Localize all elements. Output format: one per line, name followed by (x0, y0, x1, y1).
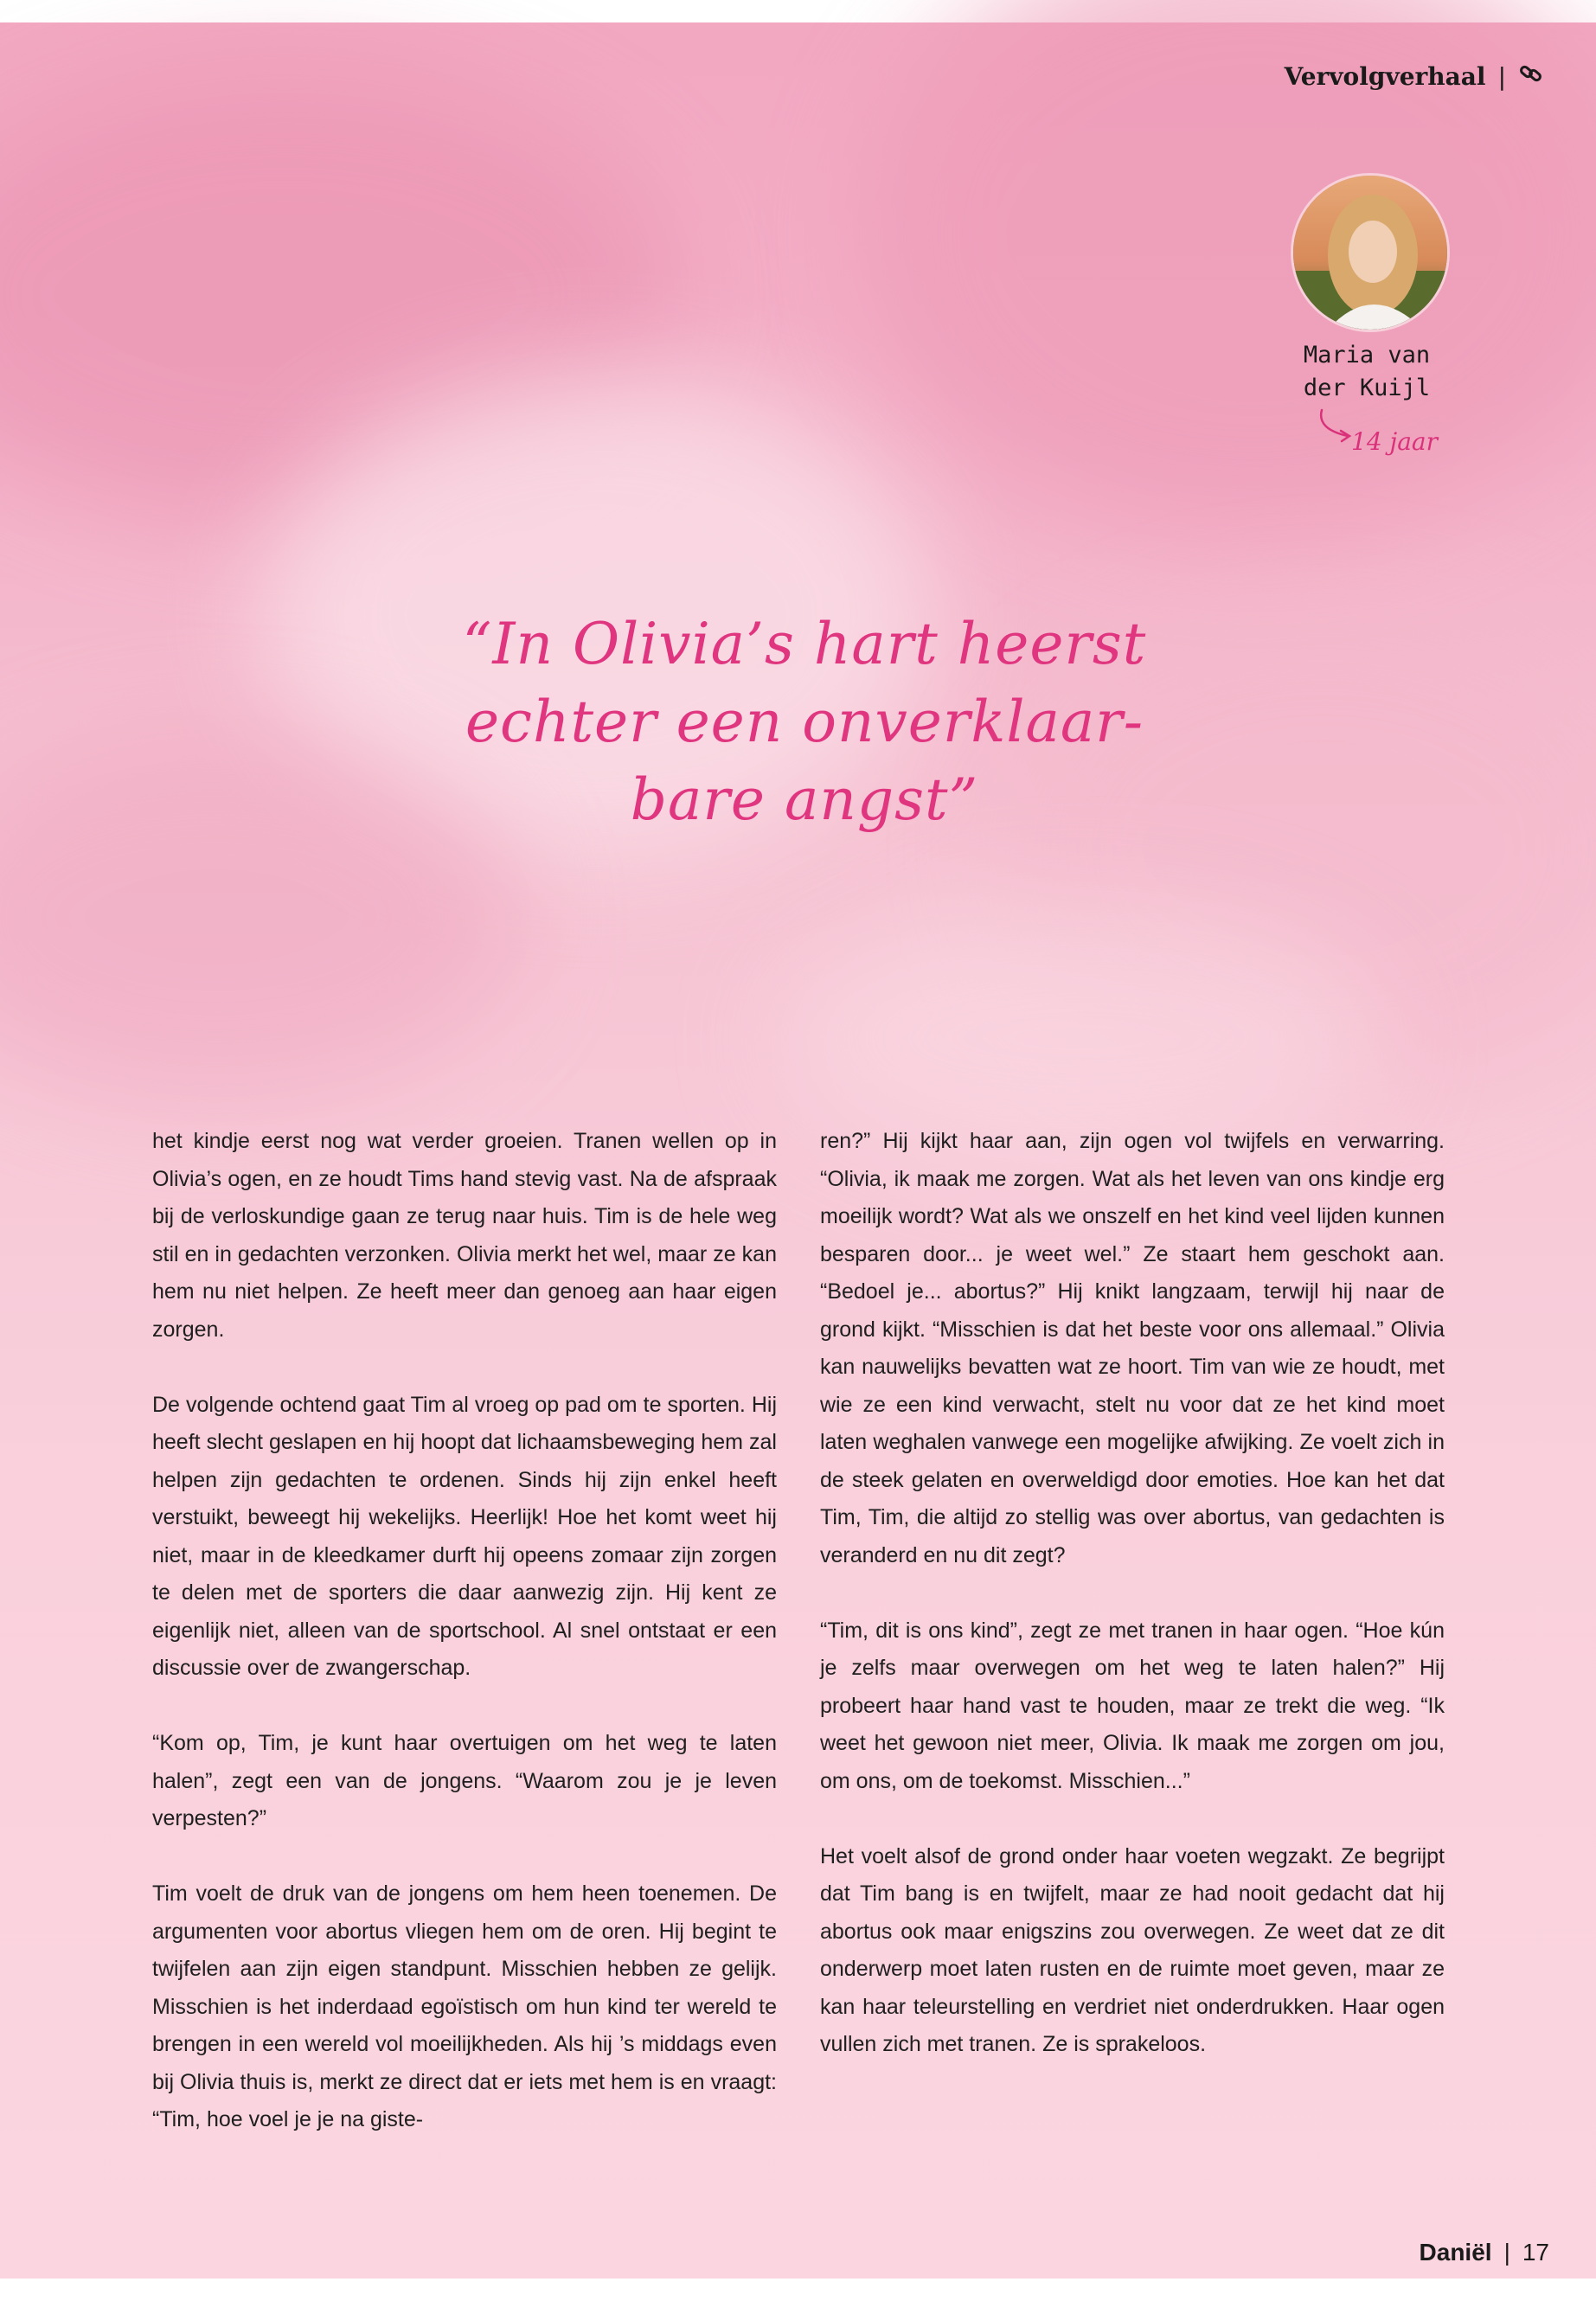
paragraph: “Kom op, Tim, je kunt haar overtuigen om het weg te laten halen”, zegt een van de jongens. “Waarom zou je je leven verpesten?” (152, 1731, 777, 1830)
page-number: 17 (1522, 2239, 1549, 2266)
pull-quote (372, 606, 1237, 839)
bottom-margin (0, 2279, 1596, 2301)
magazine-name: Daniël (1419, 2239, 1492, 2266)
footer-separator: | (1503, 2239, 1510, 2266)
author-name (1263, 339, 1471, 405)
author-name-line: der Kuijl (1303, 375, 1431, 401)
pull-quote-line: “In Olivia’s hart heerst (462, 611, 1147, 677)
header-separator: | (1497, 62, 1506, 91)
author-name-line: Maria van (1303, 342, 1431, 369)
pull-quote-line: echter een onverklaar- (465, 689, 1144, 755)
article-column-right (820, 1123, 1445, 2101)
section-title: Vervolgverhaal (1284, 62, 1486, 91)
author-age: 14 jaar (1351, 427, 1438, 456)
article-column-left (152, 1123, 777, 2176)
page-footer (1420, 2239, 1549, 2266)
paragraph: “Tim, dit is ons kind”, zegt ze met tranen in haar ogen. “Hoe kún je zelfs maar overwegen om het weg te laten halen?” Hij probeert haar hand vast te houden, maar ze trekt die weg. “Ik weet het gewoon niet meer, Olivia. Ik maak me zorgen om jou, om ons, om de toekomst. Misschien...” (820, 1618, 1445, 1793)
paragraph: het kindje eerst nog wat verder groeien. Tranen wellen op in Olivia’s ogen, en ze houdt Tims hand stevig vast. Na de afspraak bij de verloskundige gaan ze terug naar huis. Tim is de hele weg stil en in gedachten verzonken. Olivia merkt het wel, maar ze kan hem nu niet helpen. Ze heeft meer dan genoeg aan haar eigen zorgen. (152, 1129, 777, 1342)
paragraph: De volgende ochtend gaat Tim al vroeg op pad om te sporten. Hij heeft slecht geslapen en hij hoopt dat lichaamsbeweging hem zal helpen zijn gedachten te ordenen. Sinds hij zijn enkel heeft verstuikt, beweegt hij wekelijks. Heerlijk! Hoe het komt weet hij niet, maar in de kleedkamer durft hij opeens zomaar zijn zorgen te delen met de sporters die daar aanwezig zijn. Hij kent ze eigenlijk niet, alleen van de sportschool. Al snel ontstaat er een discussie over de zwangerschap. (152, 1392, 777, 1680)
paragraph: Het voelt alsof de grond onder haar voeten wegzakt. Ze begrijpt dat Tim bang is en twijfelt, maar ze had nooit gedacht dat hij abortus ook maar enigszins zou overwegen. Ze weet dat ze dit onderwerp moet laten rusten en de ruimte moet geven, maar ze kan haar teleurstelling en verdriet niet onderdrukken. Haar ogen vullen zich met tranen. Ze is sprakeloos. (820, 1843, 1445, 2056)
section-header (1285, 61, 1544, 93)
pull-quote-line: bare angst” (630, 766, 979, 833)
paragraph: Tim voelt de druk van de jongens om hem heen toenemen. De argumenten voor abortus vliegen hem om de oren. Hij begint te twijfelen aan zijn eigen standpunt. Misschien hebben ze gelijk. Misschien is het inderdaad egoïstisch om hun kind ter wereld te brengen in een wereld vol moeilijkheden. Als hij ’s middags even bij Olivia thuis is, merkt ze direct dat er iets met hem is en vraagt: “Tim, hoe voel je je na giste- (152, 1881, 777, 2131)
link-icon (1518, 61, 1544, 93)
author-photo (1291, 173, 1450, 332)
paragraph: ren?” Hij kijkt haar aan, zijn ogen vol twijfels en verwarring. “Olivia, ik maak me zorgen. Wat als het leven van ons kindje erg moeilijk wordt? Wat als we onszelf en het kind veel lijden kunnen besparen door... je weet wel.” Ze staart hem geschokt aan. “Bedoel je... abortus?” Hij knikt langzaam, terwijl hij naar de grond kijkt. “Misschien is dat het beste voor ons allemaal.” Olivia kan nauwelijks bevatten wat ze hoort. Tim van wie ze houdt, met wie ze een kind verwacht, stelt nu voor dat ze het kind moet laten weghalen vanwege een mogelijke afwijking. Ze voelt zich in de steek gelaten en overweldigd door emoties. Hoe kan het dat Tim, Tim, die altijd zo stellig was over abortus, van gedachten is veranderd en nu dit zegt? (820, 1129, 1445, 1567)
